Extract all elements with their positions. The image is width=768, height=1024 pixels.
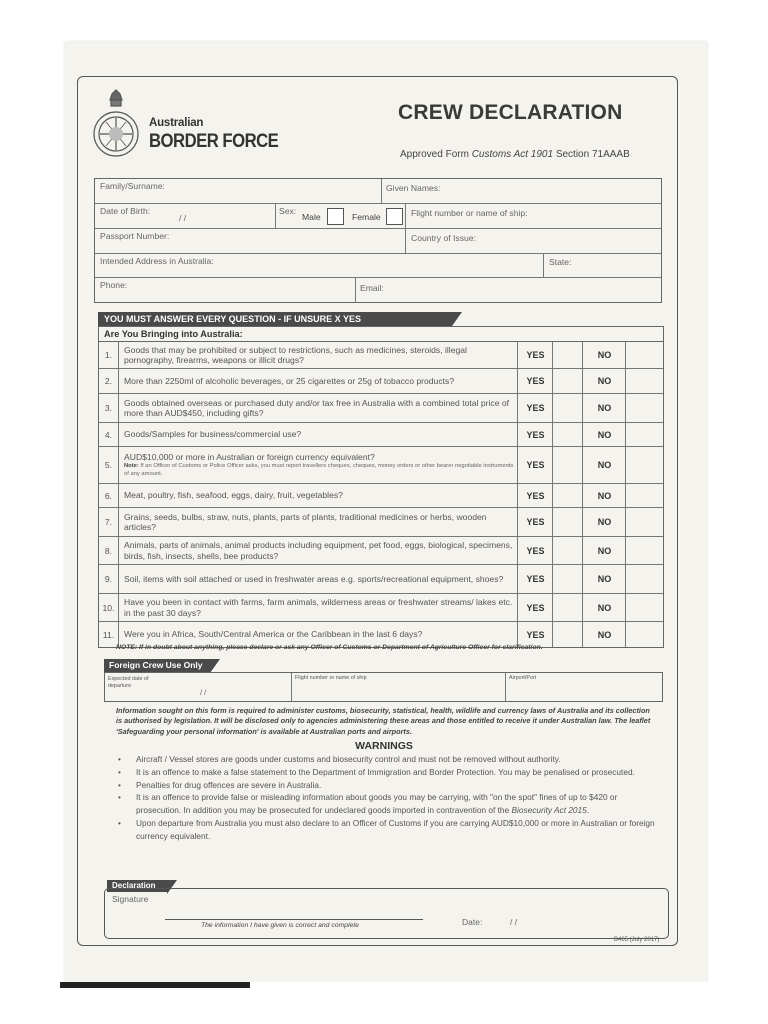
- question-number: 6.: [99, 484, 119, 507]
- form-title: CREW DECLARATION: [398, 101, 623, 124]
- foreign-crew-box: [104, 672, 663, 702]
- declaration-statement: The information I have given is correct and complete: [201, 922, 359, 929]
- yes-answer-box[interactable]: [552, 537, 583, 564]
- question-number: 3.: [99, 394, 119, 422]
- declaration-bar: Declaration: [107, 880, 167, 892]
- signature-line[interactable]: [165, 919, 423, 920]
- yes-answer-box[interactable]: [552, 342, 583, 368]
- yes-answer-box[interactable]: [552, 508, 583, 536]
- question-row: [99, 508, 663, 537]
- no-label: NO: [582, 369, 626, 393]
- clarification-note: NOTE: If in doubt about anything, please declare or ask any Officer of Customs or Department of Agriculture Officer for clarification.: [116, 644, 543, 651]
- yes-label: YES: [517, 423, 553, 446]
- warning-item: • It is an offence to provide false or misleading information about goods you may be carrying, with "on the spot" fines of up to $420 or prosecution. In addition you may be prosecuted for undeclared goods imported in contravention of the Biosecurity Act 2015.: [118, 791, 658, 817]
- warning-item: • Aircraft / Vessel stores are goods under customs and biosecurity control and must not be removed without authority.: [118, 753, 658, 766]
- crest-logo-icon: [92, 88, 140, 164]
- question-row: [99, 484, 663, 508]
- no-answer-box[interactable]: [625, 565, 664, 593]
- question-number: 11.: [99, 622, 119, 647]
- female-checkbox[interactable]: [386, 208, 403, 225]
- question-row: [99, 537, 663, 565]
- no-label: NO: [582, 423, 626, 446]
- country-label: Country of Issue:: [411, 233, 476, 243]
- question-text: Animals, parts of animals, animal products including equipment, pet food, eggs, biological, specimens, birds, fish, insects, shells, bee products?: [124, 540, 513, 561]
- question-text: Goods obtained overseas or purchased duty and/or tax free in Australia with a combined total price of more than AUD$450, including gifts?: [124, 397, 510, 418]
- question-text: More than 2250ml of alcoholic beverages, or 25 cigarettes or 25g of tobacco products?: [124, 375, 455, 386]
- yes-answer-box[interactable]: [552, 484, 583, 507]
- question-number: 4.: [99, 423, 119, 446]
- flight-label: Flight number or name of ship:: [411, 208, 528, 218]
- no-answer-box[interactable]: [625, 537, 664, 564]
- no-answer-box[interactable]: [625, 622, 664, 647]
- foreign-flight-label: Flight number or name of ship: [295, 675, 367, 681]
- no-label: NO: [582, 508, 626, 536]
- yes-label: YES: [517, 508, 553, 536]
- question-number: 10.: [99, 594, 119, 621]
- foreign-crew-bar: Foreign Crew Use Only: [104, 659, 210, 672]
- sex-label: Sex:: [279, 206, 297, 216]
- yes-label: YES: [517, 447, 553, 483]
- privacy-information: Information sought on this form is required to administer customs, biosecurity, statistical, health, wildlife and currency laws of Australia and its collection is authorised by legislation. It will be disclosed only to agencies administering these areas and those entitled to receive it under Australian law. The leaflet 'Safeguarding your personal information' is available at Australian ports and airports.: [116, 706, 651, 736]
- no-label: NO: [582, 565, 626, 593]
- question-row: [99, 565, 663, 594]
- no-label: NO: [582, 342, 626, 368]
- state-label: State:: [549, 257, 572, 267]
- question-row: [99, 342, 663, 369]
- personal-details-box: [94, 178, 662, 303]
- question-text: Were you in Africa, South/Central America or the Caribbean in the last 6 days?: [124, 629, 423, 640]
- yes-label: YES: [517, 565, 553, 593]
- no-label: NO: [582, 537, 626, 564]
- departure-date-slashes: / /: [200, 688, 207, 697]
- expected-date-label: Expected date of departure: [108, 676, 149, 689]
- warnings-title: WARNINGS: [355, 740, 413, 752]
- yes-label: YES: [517, 594, 553, 621]
- question-number: 5.: [99, 447, 119, 483]
- male-checkbox[interactable]: [327, 208, 344, 225]
- address-label: Intended Address in Australia:: [100, 256, 214, 266]
- questions-heading: Are You Bringing into Australia:: [99, 327, 663, 342]
- surname-label: Family/Surname:: [100, 181, 165, 191]
- yes-answer-box[interactable]: [552, 565, 583, 593]
- dob-slashes: / /: [179, 213, 187, 223]
- yes-label: YES: [517, 622, 553, 647]
- question-row: [99, 423, 663, 447]
- question-text: Meat, poultry, fish, seafood, eggs, dairy, fruit, vegetables?: [124, 490, 343, 501]
- declaration-date-slashes: / /: [510, 917, 518, 927]
- dob-label: Date of Birth:: [100, 206, 151, 216]
- yes-answer-box[interactable]: [552, 594, 583, 621]
- no-label: NO: [582, 447, 626, 483]
- yes-answer-box[interactable]: [552, 447, 583, 483]
- phone-label: Phone:: [100, 280, 128, 290]
- yes-label: YES: [517, 394, 553, 422]
- question-number: 9.: [99, 565, 119, 593]
- yes-label: YES: [517, 537, 553, 564]
- yes-label: YES: [517, 369, 553, 393]
- no-answer-box[interactable]: [625, 447, 664, 483]
- male-label: Male: [302, 212, 321, 222]
- warnings-list: [118, 753, 658, 843]
- no-label: NO: [582, 594, 626, 621]
- no-answer-box[interactable]: [625, 484, 664, 507]
- question-number: 7.: [99, 508, 119, 536]
- warning-item: • Upon departure from Australia you must also declare to an Officer of Customs if you are carrying AUD$10,000 or more in Australian or foreign currency equivalent.: [118, 817, 658, 843]
- no-label: NO: [582, 622, 626, 647]
- question-number: 2.: [99, 369, 119, 393]
- no-answer-box[interactable]: [625, 369, 664, 393]
- yes-answer-box[interactable]: [552, 423, 583, 446]
- brand-australian: Australian: [149, 117, 204, 129]
- questions-bar: YOU MUST ANSWER EVERY QUESTION - IF UNSURE X YES: [98, 312, 452, 326]
- given-names-label: Given Names:: [386, 183, 441, 193]
- yes-label: YES: [517, 484, 553, 507]
- question-text: Grains, seeds, bulbs, straw, nuts, plants, parts of plants, traditional medicines or herbs, wooden articles?: [124, 511, 487, 532]
- question-number: 8.: [99, 537, 119, 564]
- question-text: AUD$10,000 or more in Australian or foreign currency equivalent? Note: If an Officer of Customs or Police Officer asks, you must report travellers cheques, cheques, money orders or other bearer negotiable instruments of any amount.: [124, 447, 517, 483]
- form-code: B465 (July 2017): [614, 937, 660, 943]
- airport-label: Airport/Port: [509, 675, 537, 681]
- question-text: Goods/Samples for business/commercial use?: [124, 429, 302, 440]
- yes-answer-box[interactable]: [552, 622, 583, 647]
- no-label: NO: [582, 394, 626, 422]
- question-note: Note: If an Officer of Customs or Police Officer asks, you must report travellers cheques, cheques, money orders or other bearer negotiable instruments of any amount.: [124, 463, 514, 478]
- question-row: [99, 369, 663, 394]
- question-text: Goods that may be prohibited or subject to restrictions, such as medicines, steroids, illegal pornography, firearms, weapons or illicit drugs?: [124, 344, 467, 365]
- email-label: Email:: [360, 283, 384, 293]
- question-text: Soil, items with soil attached or used in freshwater areas e.g. sports/recreational equipment, shoes?: [124, 573, 504, 584]
- question-text: Have you been in contact with farms, farm animals, wilderness areas or freshwater streams/ lakes etc. in the past 30 days?: [124, 597, 513, 618]
- approved-form-line: Approved Form Customs Act 1901 Section 71AAAB: [400, 149, 630, 160]
- yes-label: YES: [517, 342, 553, 368]
- female-label: Female: [352, 212, 381, 222]
- no-label: NO: [582, 484, 626, 507]
- brand-border-force: BORDER FORCE: [149, 131, 279, 152]
- question-row: [99, 447, 663, 484]
- question-row: [99, 594, 663, 622]
- no-answer-box[interactable]: [625, 394, 664, 422]
- warning-item: • It is an offence to make a false statement to the Department of Immigration and Border Protection. You may be penalised or prosecuted.: [118, 766, 658, 779]
- yes-answer-box[interactable]: [552, 394, 583, 422]
- yes-answer-box[interactable]: [552, 369, 583, 393]
- no-answer-box[interactable]: [625, 423, 664, 446]
- warning-item: • Penalties for drug offences are severe in Australia.: [118, 779, 658, 792]
- passport-label: Passport Number:: [100, 231, 170, 241]
- question-row: [99, 394, 663, 423]
- no-answer-box[interactable]: [625, 342, 664, 368]
- no-answer-box[interactable]: [625, 594, 664, 621]
- declaration-date-label: Date:: [462, 917, 483, 927]
- signature-label: Signature: [112, 894, 149, 904]
- no-answer-box[interactable]: [625, 508, 664, 536]
- questions-table: [98, 326, 664, 648]
- question-number: 1.: [99, 342, 119, 368]
- declaration-box: [104, 888, 669, 939]
